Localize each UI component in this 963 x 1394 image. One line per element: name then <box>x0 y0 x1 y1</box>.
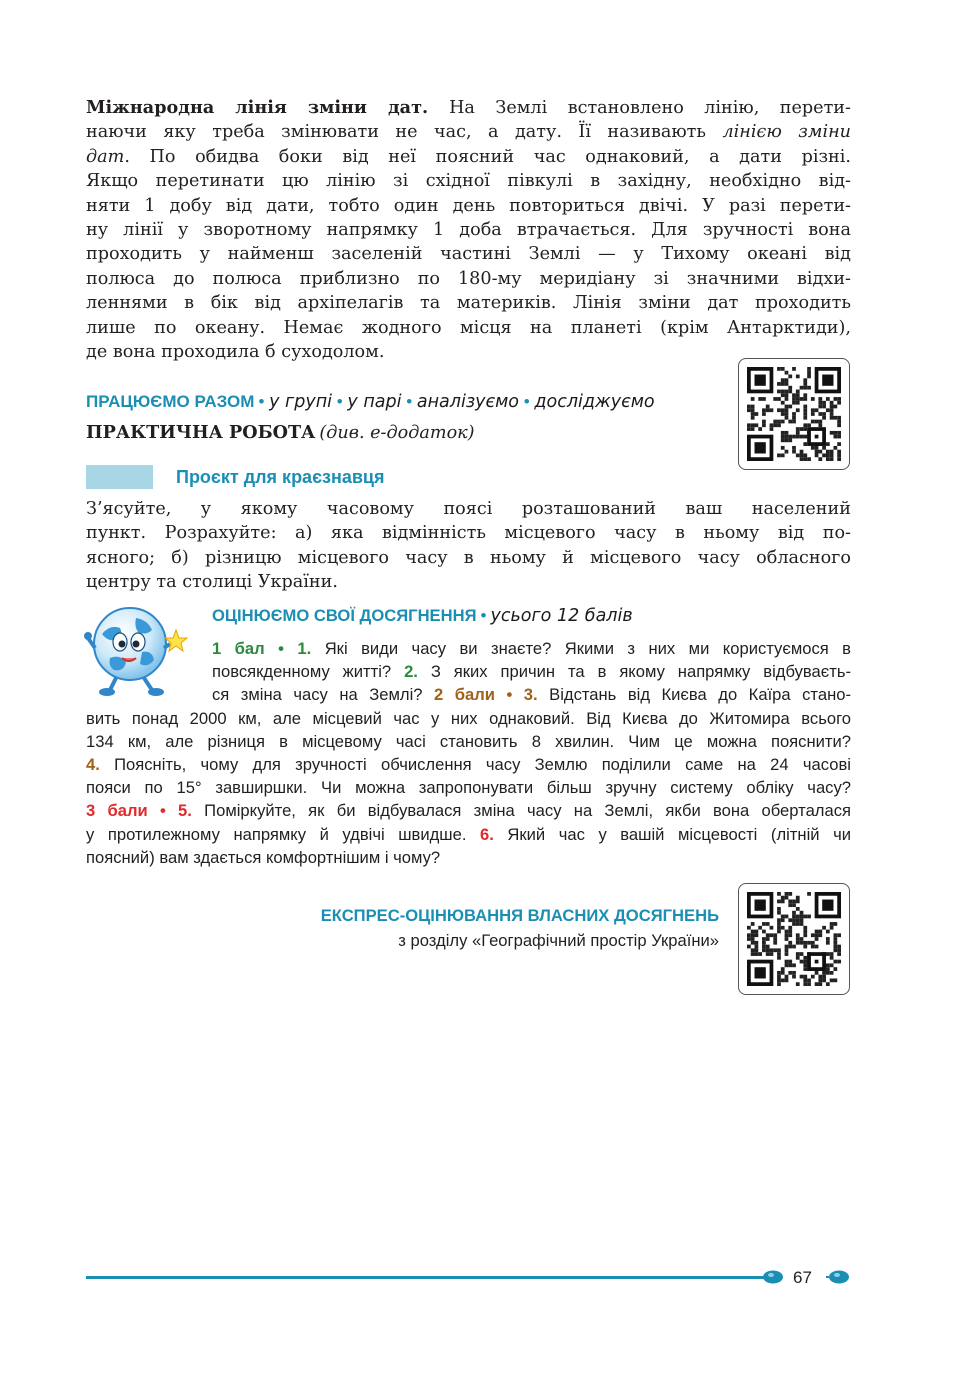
assessment-text: повсякденному житті? <box>212 662 405 682</box>
assessment-text: З яких причин та в якому напрямку відбуваєть- <box>417 662 851 682</box>
assessment-text: Поміркуйте, як би відбувалася зміна часу на Землі, якби вона оберталася <box>191 801 851 821</box>
intro-paragraph <box>86 96 851 364</box>
practical-note: (див. е-додаток) <box>319 423 475 443</box>
intro-term: дат <box>86 146 125 167</box>
intro-text: ну лінії у зворотному напрямку 1 доба втрачається. Для зручності вона <box>86 220 851 241</box>
intro-line <box>86 96 851 120</box>
assessment-header <box>212 606 633 626</box>
mode-label: у групі <box>269 392 333 412</box>
intro-line <box>86 120 851 144</box>
project-line: центру та столиці України. <box>86 572 338 593</box>
assessment-score: 4. <box>86 755 100 775</box>
intro-line <box>86 316 851 340</box>
intro-text: няти 1 добу від дати, тобто один день повториться двічі. У разі перети- <box>86 195 851 216</box>
intro-line <box>86 194 851 218</box>
assessment-line <box>86 799 851 822</box>
mode-bullet: • <box>401 392 417 411</box>
assessment-score: 3 бали • 5. <box>86 801 192 821</box>
intro-title: Міжнародна лінія зміни дат. <box>86 97 450 118</box>
mode-label: у парі <box>347 392 402 412</box>
assessment-line <box>86 730 851 753</box>
assessment-total: усього 12 балів <box>490 606 633 626</box>
footer-left-ornament-icon <box>762 1270 784 1289</box>
footer-right-ornament-icon <box>826 1270 850 1289</box>
intro-line <box>86 242 851 266</box>
project-line: З’ясуйте, у якому часовому поясі розташований ваш населений <box>86 499 851 519</box>
mode-bullet: • <box>332 392 348 411</box>
practical-title: ПРАКТИЧНА РОБОТА <box>86 422 316 443</box>
assessment-line <box>86 753 851 776</box>
assessment-text: у протилежному напрямку й удвічі швидше. <box>86 824 480 844</box>
assessment-line <box>86 707 851 730</box>
assessment-score: 2 бали • 3. <box>434 685 538 705</box>
project-line: пункт. Розрахуйте: а) яка відмінність місцевого часу в ньому від по- <box>86 523 851 544</box>
assessment-text: 134 км, але різниця в місцевому часі становить 8 хвилин. Чим це можна пояснити? <box>86 731 851 751</box>
mode-bullet: • <box>519 392 535 411</box>
assessment-text: ся зміна часу на Землі? <box>212 685 435 705</box>
intro-text: наючи яку треба змінювати не час, а дату. Її називають <box>86 122 723 143</box>
work-together-header <box>86 392 726 412</box>
assessment-score: 1 бал • 1. <box>212 639 312 658</box>
project-bar <box>86 465 153 489</box>
intro-text: Якщо перетинати цю лінію зі східної півкулі в західну, необхідно від- <box>86 171 851 192</box>
assessment-score: 6. <box>480 824 494 844</box>
qr-code-practical[interactable] <box>738 358 850 470</box>
intro-text: лише по океану. Немає жодного місця на планеті (крім Антарктиди), <box>86 317 851 338</box>
assessment-text: поясний) вам здається комфортнішим і чому? <box>86 847 441 867</box>
mode-bullet: • <box>258 392 270 411</box>
assessment-line <box>212 660 851 683</box>
intro-text: . По обидва боки від неї поясний час однаковий, а дати різні. <box>124 146 851 167</box>
assessment-text: вить понад 2000 км, але місцевий час у них однаковий. Від Києва до Житомира всього <box>86 708 851 728</box>
assessment-bullet: • <box>480 606 487 625</box>
assessment-line <box>86 776 851 799</box>
intro-term: лінією зміни <box>722 122 852 143</box>
practical-work <box>86 422 475 443</box>
intro-text: проходить у найменш заселеній частині Землі — у Тихому океані від <box>86 244 851 265</box>
work-together-label: ПРАЦЮЄМО РАЗОМ <box>86 392 255 411</box>
intro-text: де вона проходила б суходолом. <box>86 342 385 363</box>
express-subtitle: з розділу «Географічний простір України» <box>398 931 719 950</box>
intro-line <box>86 267 851 291</box>
intro-line <box>86 218 851 242</box>
assessment-line <box>212 683 851 706</box>
intro-text: На Землі встановлено лінію, перети- <box>449 98 851 118</box>
assessment-title: ОЦІНЮЄМО СВОЇ ДОСЯГНЕННЯ <box>212 606 477 625</box>
assessment-paragraph <box>86 637 851 869</box>
qr-code-express[interactable] <box>738 883 850 995</box>
assessment-text: пояси по 15° завширшки. Чи можна запропонувати більш зручну систему обліку часу? <box>86 778 851 798</box>
intro-line <box>86 340 851 364</box>
assessment-score: 2. <box>404 662 418 682</box>
intro-line <box>86 145 851 169</box>
intro-text: полюса до полюса приблизно по 180-му меридіану зі значними відхи- <box>86 268 851 289</box>
assessment-text: Поясніть, чому для зручності обчислення часу Землю поділили саме на 24 часові <box>99 755 851 775</box>
project-title: Проєкт для краєзнавця <box>176 467 385 487</box>
intro-text: леннями в бік від архіпелагів та материків. Лінія зміни дат проходить <box>86 293 851 314</box>
intro-line <box>86 169 851 193</box>
assessment-line <box>86 823 851 846</box>
project-paragraph <box>86 497 851 595</box>
assessment-line <box>212 637 851 660</box>
assessment-text: Які види часу ви знаєте? Якими з них ми користуємося в <box>311 639 851 658</box>
mode-label: досліджуємо <box>534 392 655 412</box>
footer-rule <box>86 1276 766 1279</box>
assessment-line <box>86 846 851 869</box>
assessment-text: Відстань від Києва до Каїра стано- <box>537 685 851 705</box>
intro-line <box>86 291 851 315</box>
express-title: ЕКСПРЕС-ОЦІНЮВАННЯ ВЛАСНИХ ДОСЯГНЕНЬ <box>320 906 719 925</box>
page-number: 67 <box>793 1268 812 1287</box>
mode-label: аналізуємо <box>416 392 520 412</box>
assessment-text: Який час у вашій місцевості (літній чи <box>493 824 851 844</box>
work-together-modes <box>258 394 654 411</box>
project-line: ясного; б) різницю місцевого часу в ньому й місцевого часу обласного <box>86 547 851 568</box>
